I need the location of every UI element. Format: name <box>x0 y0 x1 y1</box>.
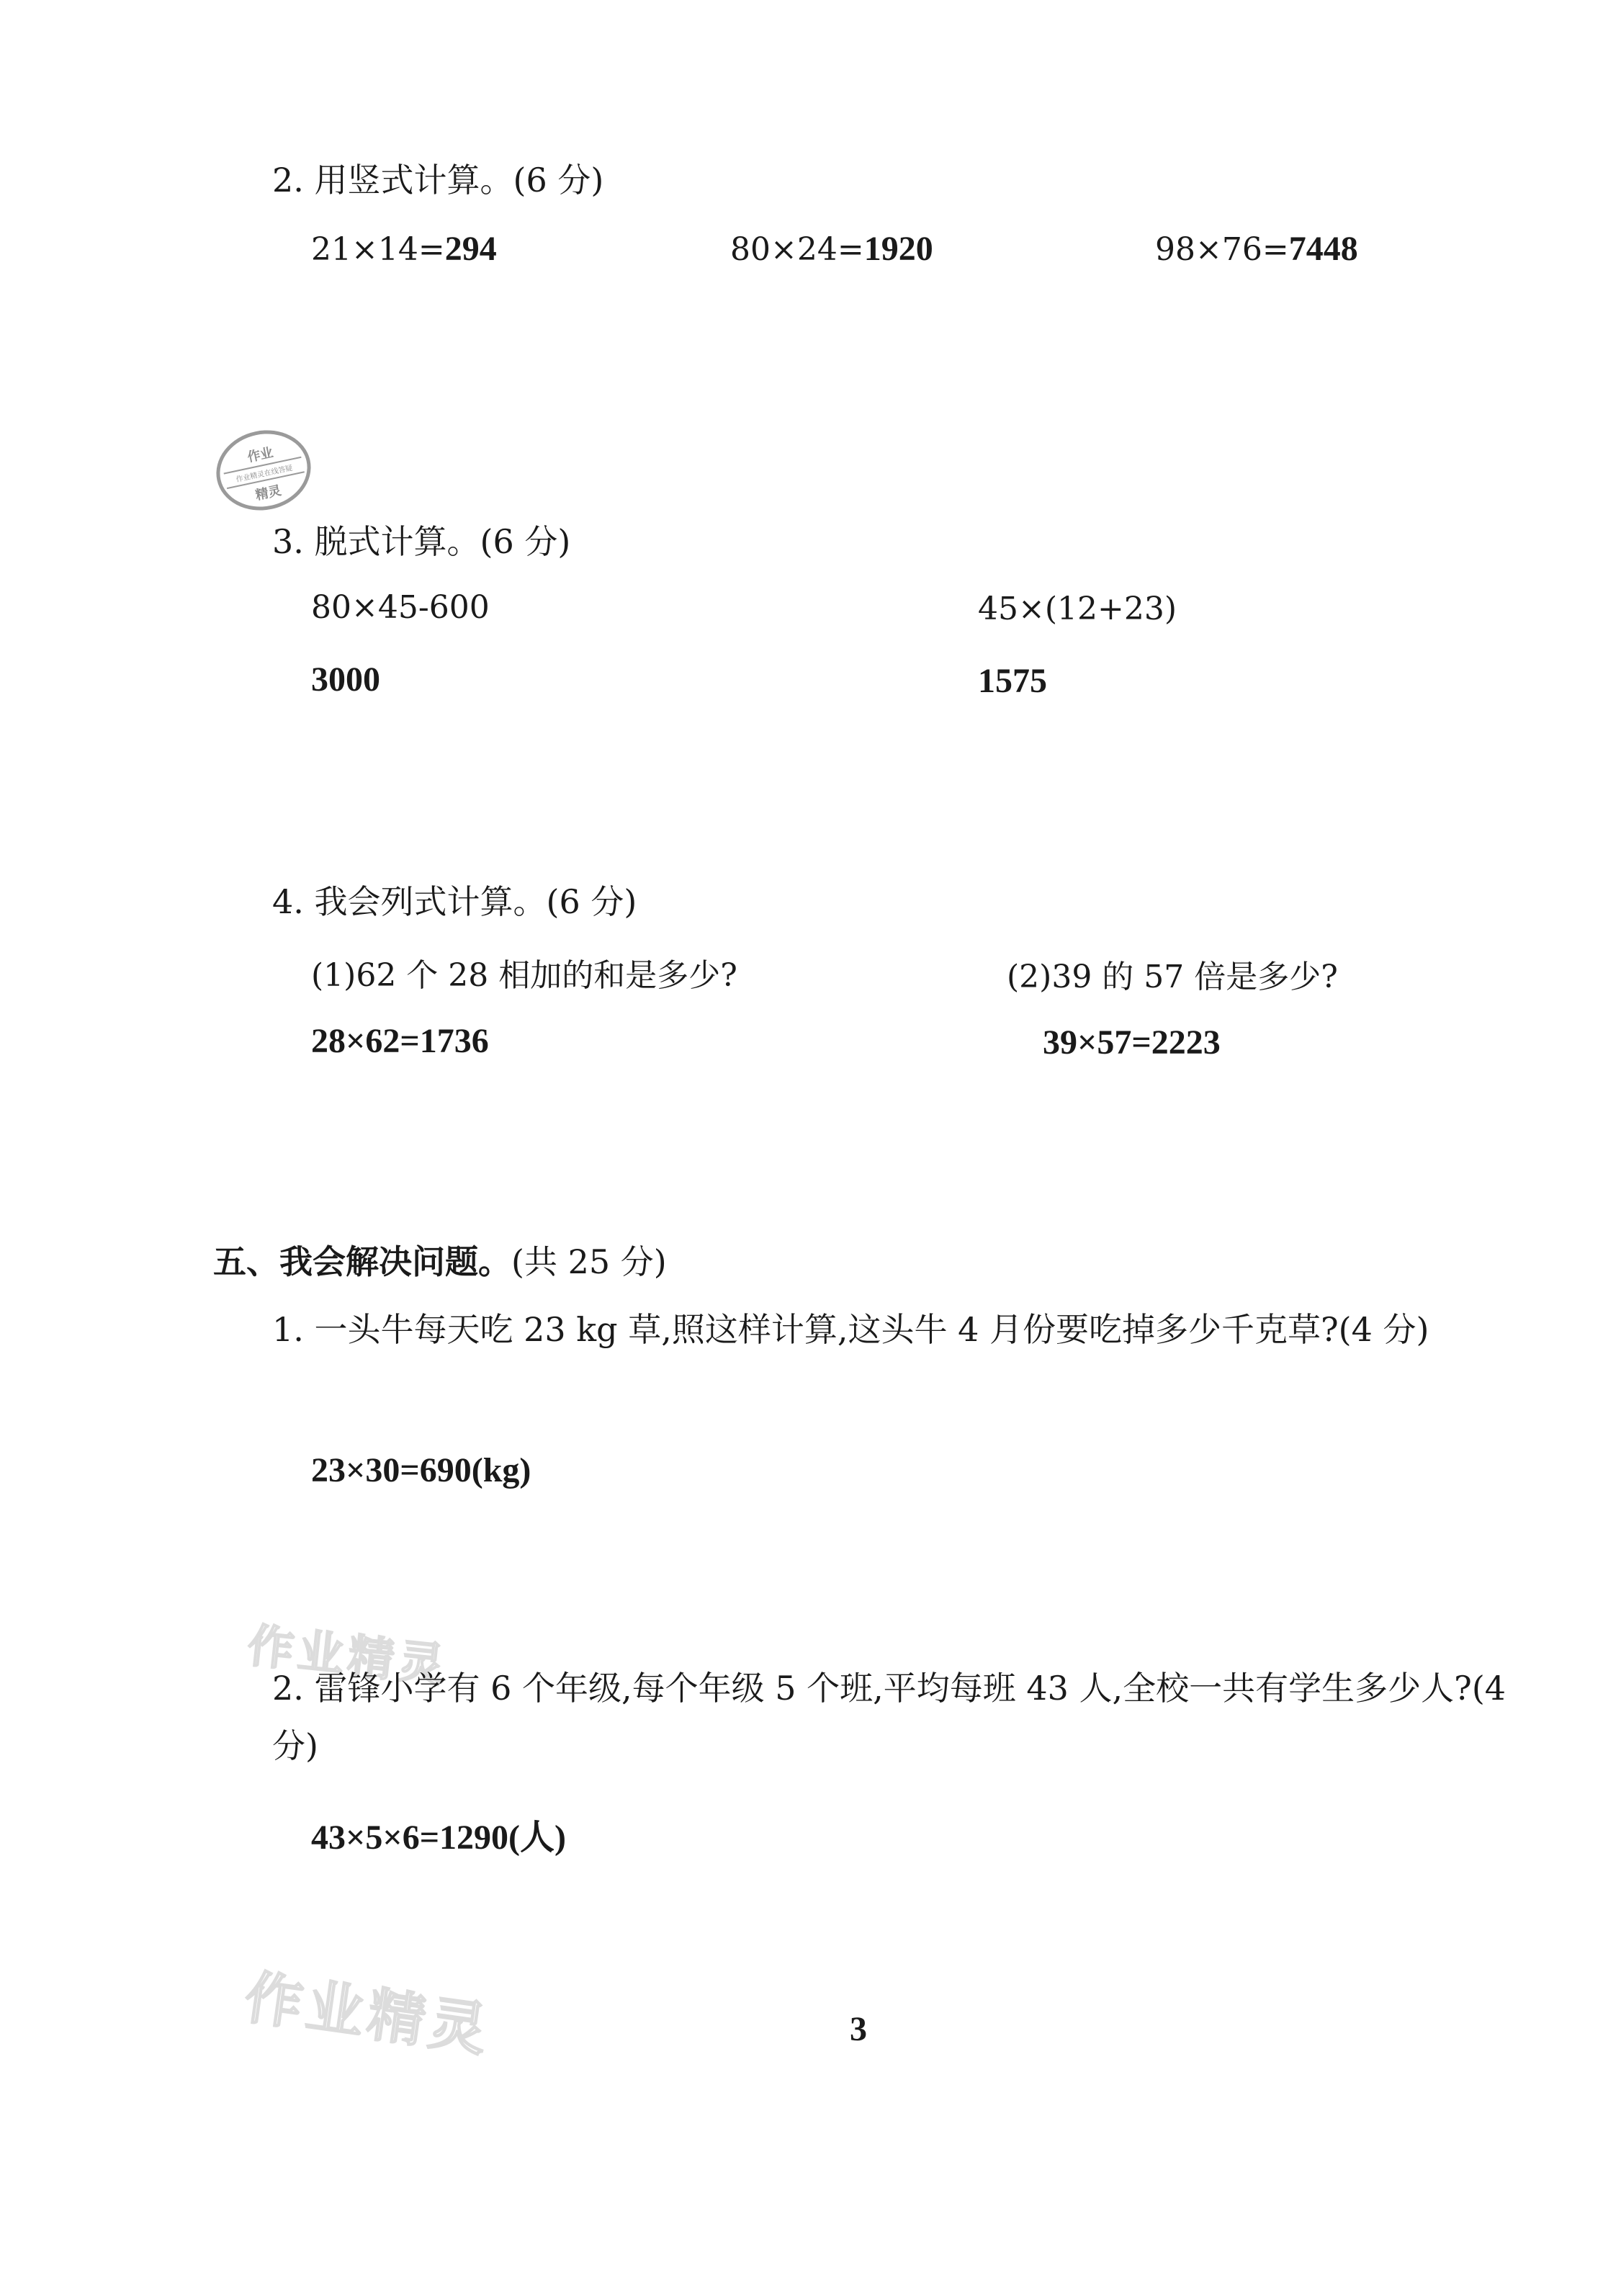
q3-item-2-answer: 1575 <box>978 662 1047 700</box>
q2-item-3-expr: 98×76= <box>1155 231 1289 268</box>
stamp-line-3: 精灵 <box>253 483 283 503</box>
stamp-line-2: 作业精灵在线答疑 <box>224 457 305 489</box>
answer-stamp <box>209 421 318 519</box>
q3-item-1-expr: 80×45-600 <box>311 589 490 626</box>
q2-item-2-expr: 80×24= <box>730 231 864 268</box>
q4-item-2-answer: 39×57=2223 <box>1043 1023 1221 1062</box>
q2-item-3 <box>1155 229 1358 269</box>
q2-item-2 <box>730 229 933 269</box>
q3-item-2-expr: 45×(12+23) <box>978 591 1177 627</box>
page-number: 3 <box>850 2010 867 2048</box>
problem-2-answer: 43×5×6=1290(人) <box>311 1819 567 1857</box>
problem-1-text: 1. 一头牛每天吃 23 kg 草,照这样计算,这头牛 4 月份要吃掉多少千克草?(4 分) <box>272 1310 1429 1349</box>
section5-score: (共 25 分) <box>511 1242 667 1281</box>
stamp-line-1: 作业 <box>246 444 275 465</box>
q3-heading: 3. 脱式计算。(6 分) <box>272 522 571 561</box>
q2-item-1 <box>311 229 497 269</box>
q2-item-1-expr: 21×14= <box>311 231 445 268</box>
q4-item-1-answer: 28×62=1736 <box>311 1022 489 1060</box>
q2-item-3-answer: 7448 <box>1288 230 1358 268</box>
section5-title: 五、我会解决问题。 <box>213 1242 511 1281</box>
q3-item-1-answer: 3000 <box>311 660 380 699</box>
problem-1-answer: 23×30=690(kg) <box>311 1451 531 1489</box>
q4-item-2-question: (2)39 的 57 倍是多少? <box>1007 959 1338 995</box>
q2-item-2-answer: 1920 <box>863 230 933 268</box>
problem-2-text: 2. 雷锋小学有 6 个年级,每个年级 5 个班,平均每班 43 人,全校一共有学生多少人?(4 分) <box>272 1669 1507 1765</box>
q2-heading: 2. 用竖式计算。(6 分) <box>272 161 604 199</box>
watermark-1: 作业精灵 <box>245 1619 452 1694</box>
watermark-2: 作业精灵 <box>241 1963 495 2065</box>
q4-heading: 4. 我会列式计算。(6 分) <box>272 882 637 921</box>
q2-item-1-answer: 294 <box>444 230 497 268</box>
q4-item-1-question: (1)62 个 28 相加的和是多少? <box>311 957 737 994</box>
section5-heading <box>213 1236 667 1283</box>
